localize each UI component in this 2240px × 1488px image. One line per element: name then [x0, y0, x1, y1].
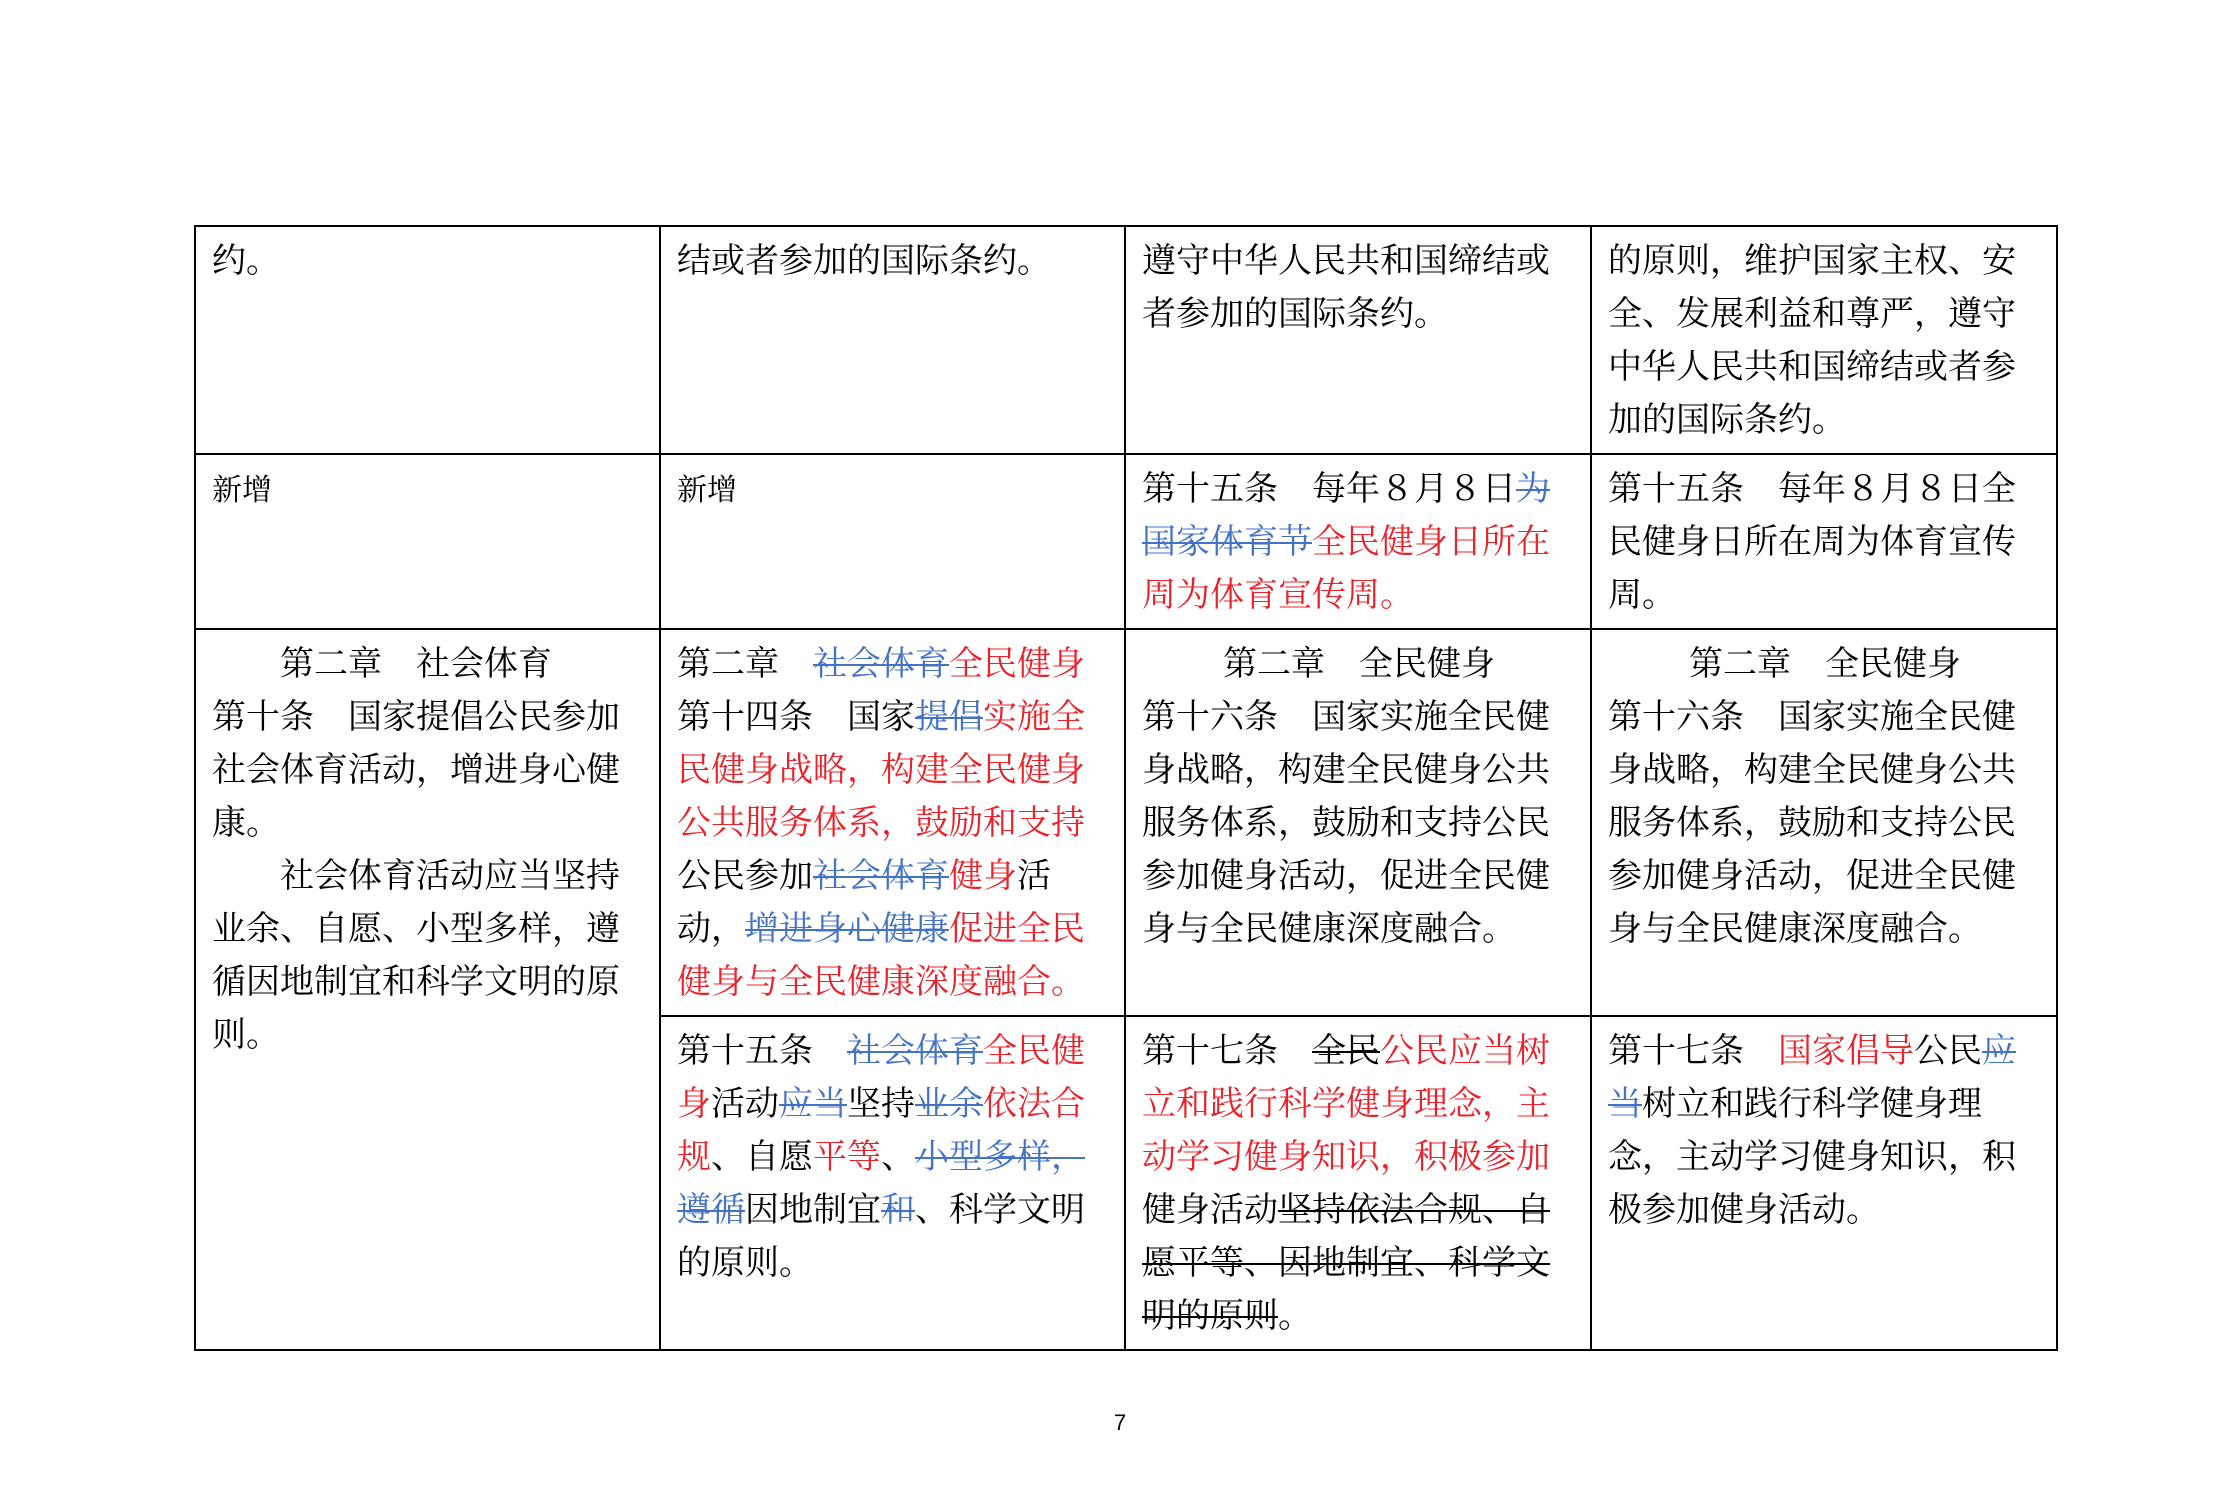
cell-r2-c3: 第十五条 每年８月８日为国家体育节全民健身日所在周为体育宣传周。: [1125, 454, 1591, 629]
inserted-text: 公民应当树立和践行科学健身理念，主动学习健身知识，积极参加: [1142, 1031, 1550, 1177]
article-text: 第十六条 国家实施全民健身战略，构建全民健身公共服务体系，鼓励和支持公民参加健身活动，促进全民健身与全民健康深度融合。: [1142, 697, 1550, 949]
inserted-text: 全民健身: [677, 1031, 1085, 1124]
deleted-text: 坚持依法合规、自愿平等、因地制宜、科学文明的原则: [1142, 1190, 1550, 1336]
cell-r3-c2: [660, 629, 1125, 1016]
article-text: 第十四条 国家提倡实施全民健身战略，构建全民健身公共服务体系，鼓励和支持公民参加社会体育健身活动，增进身心健康促进全民健身与全民健康深度融合。: [677, 697, 1085, 1002]
chapter-heading: 第二章 全民健身: [1223, 644, 1495, 684]
article-text: 社会体育活动应当坚持业余、自愿、小型多样，遵循因地制宜和科学文明的原则。: [212, 856, 620, 1055]
deleted-text: 社会体育: [813, 856, 949, 896]
deleted-text: 应当: [1608, 1031, 2016, 1124]
cell-r4-c4: 第十七条 国家倡导公民应当树立和践行科学健身理念，主动学习健身知识，积极参加健身活动。: [1591, 1016, 2057, 1350]
cell-r1-c1: 约。: [195, 226, 660, 454]
cell-r4-c3: 第十七条 全民公民应当树立和践行科学健身理念，主动学习健身知识，积极参加健身活动坚持依法合规、自愿平等、因地制宜、科学文明的原则。: [1125, 1016, 1591, 1350]
inserted-text: 全民健身: [949, 644, 1085, 684]
cell-r3-c3: [1125, 629, 1591, 1016]
deleted-text: 业余: [915, 1084, 983, 1124]
cell-r1-c2: 结或者参加的国际条约。: [660, 226, 1125, 454]
table-row: [195, 629, 2057, 1016]
deleted-text: 小型多样，遵循: [677, 1137, 1085, 1230]
comparison-table: [194, 225, 2058, 1351]
deleted-text: 应当: [779, 1084, 847, 1124]
chapter-heading: 第二章 全民健身: [1689, 644, 1961, 684]
deleted-text: 为国家体育节: [1142, 469, 1550, 562]
new-label: 新增: [677, 473, 737, 508]
inserted-text: 平等: [813, 1137, 881, 1177]
cell-r3-c1: [195, 629, 660, 1350]
article-text: 第十条 国家提倡公民参加社会体育活动，增进身心健康。: [212, 697, 620, 843]
cell-r4-c2: 第十五条 社会体育全民健身活动应当坚持业余依法合规、自愿平等、小型多样，遵循因地制宜和、科学文明的原则。: [660, 1016, 1125, 1350]
inserted-text: 全民健身日所在周为体育宣传周。: [1142, 522, 1550, 615]
article-text: 第十六条 国家实施全民健身战略，构建全民健身公共服务体系，鼓励和支持公民参加健身活动，促进全民健身与全民健康深度融合。: [1608, 697, 2016, 949]
cell-r2-c2: [660, 454, 1125, 629]
page-number: 7: [1113, 1410, 1127, 1435]
cell-r1-c3: 遵守中华人民共和国缔结或者参加的国际条约。: [1125, 226, 1591, 454]
cell-r1-c4: 的原则，维护国家主权、安全、发展利益和尊严，遵守中华人民共和国缔结或者参加的国际条约。: [1591, 226, 2057, 454]
inserted-text: 国家倡导: [1778, 1031, 1914, 1071]
chapter-heading: 第二章 社会体育全民健身: [677, 644, 1085, 684]
deleted-text: 社会体育: [813, 644, 949, 684]
chapter-heading: 第二章 社会体育: [280, 644, 552, 684]
inserted-text: 实施全民健身战略，构建全民健身公共服务体系，鼓励和支持: [677, 697, 1085, 843]
deleted-text: 全民: [1312, 1031, 1380, 1071]
deleted-text: 增进身心健康: [745, 909, 949, 949]
deleted-text: 提倡: [915, 697, 983, 737]
table-row: [195, 454, 2057, 629]
table-row: [195, 226, 2057, 454]
new-label: 新增: [212, 473, 272, 508]
deleted-text: 社会体育: [847, 1031, 983, 1071]
deleted-text: 和: [881, 1190, 915, 1230]
inserted-text: 健身: [949, 856, 1017, 896]
cell-r2-c4: 第十五条 每年８月８日全民健身日所在周为体育宣传周。: [1591, 454, 2057, 629]
cell-r2-c1: [195, 454, 660, 629]
cell-r3-c4: [1591, 629, 2057, 1016]
inserted-text: 促进全民健身与全民健康深度融合。: [677, 909, 1085, 1002]
inserted-text: 依法合规: [677, 1084, 1085, 1177]
